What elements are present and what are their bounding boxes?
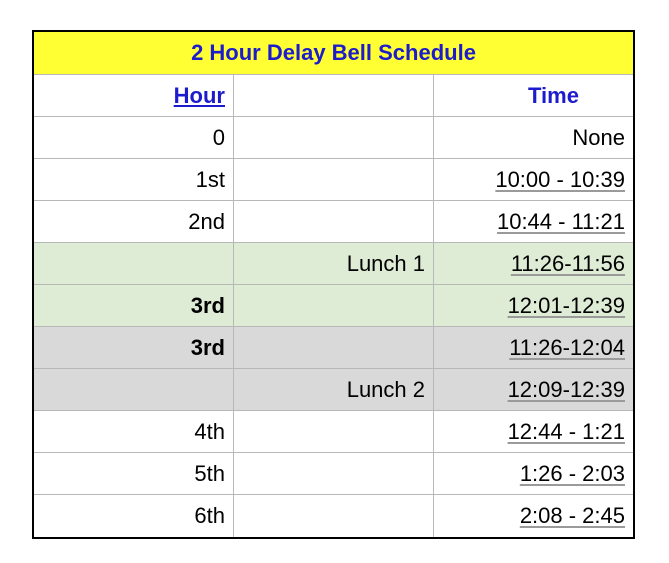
hour-cell: 4th — [34, 411, 234, 452]
time-link[interactable]: 12:09-12:39 — [507, 376, 625, 402]
schedule-rows — [34, 117, 633, 537]
table-row — [34, 495, 633, 537]
time-link[interactable]: 10:00 - 10:39 — [495, 166, 625, 192]
time-cell[interactable] — [434, 411, 633, 452]
hour-cell: 2nd — [34, 201, 234, 242]
table-row — [34, 453, 633, 495]
lunch-cell — [234, 285, 434, 326]
hour-cell: 1st — [34, 159, 234, 200]
lunch-cell — [234, 411, 434, 452]
hour-cell: 0 — [34, 117, 234, 158]
time-link[interactable]: 2:08 - 2:45 — [519, 503, 625, 528]
table-row — [34, 327, 633, 369]
table-row — [34, 243, 633, 285]
time-text: None — [572, 124, 625, 150]
time-cell[interactable] — [434, 285, 633, 326]
lunch-cell: Lunch 2 — [234, 369, 434, 410]
lunch-cell — [234, 327, 434, 368]
hour-cell — [34, 243, 234, 284]
hour-header-link[interactable]: Hour — [173, 82, 225, 108]
time-link[interactable]: 11:26-11:56 — [510, 250, 625, 276]
header-row — [34, 75, 633, 117]
schedule-title: 2 Hour Delay Bell Schedule — [34, 32, 633, 75]
time-cell[interactable] — [434, 201, 633, 242]
table-row — [34, 159, 633, 201]
table-row — [34, 201, 633, 243]
time-cell[interactable] — [434, 495, 633, 537]
bell-schedule-table — [32, 30, 635, 539]
table-row — [34, 117, 633, 159]
hour-cell: 3rd — [34, 327, 234, 368]
table-row — [34, 369, 633, 411]
time-link[interactable]: 1:26 - 2:03 — [519, 460, 625, 486]
time-link[interactable]: 10:44 - 11:21 — [496, 208, 625, 234]
time-link[interactable]: 12:44 - 1:21 — [507, 418, 625, 444]
table-row — [34, 285, 633, 327]
lunch-cell — [234, 117, 434, 158]
time-link[interactable]: 12:01-12:39 — [507, 292, 625, 318]
lunch-header-cell — [234, 75, 434, 116]
hour-header-cell[interactable] — [34, 75, 234, 116]
time-link[interactable]: 11:26-12:04 — [509, 334, 625, 360]
time-cell — [434, 117, 633, 158]
time-cell[interactable] — [434, 369, 633, 410]
lunch-cell: Lunch 1 — [234, 243, 434, 284]
hour-cell — [34, 369, 234, 410]
time-header-cell: Time — [528, 82, 579, 108]
lunch-cell — [234, 453, 434, 494]
time-cell[interactable] — [434, 243, 633, 284]
hour-cell: 3rd — [34, 285, 234, 326]
time-cell[interactable] — [434, 159, 633, 200]
lunch-cell — [234, 495, 434, 537]
time-cell[interactable] — [434, 453, 633, 494]
lunch-cell — [234, 201, 434, 242]
hour-cell: 5th — [34, 453, 234, 494]
time-cell[interactable] — [434, 327, 633, 368]
lunch-cell — [234, 159, 434, 200]
hour-cell: 6th — [34, 495, 234, 537]
table-row — [34, 411, 633, 453]
